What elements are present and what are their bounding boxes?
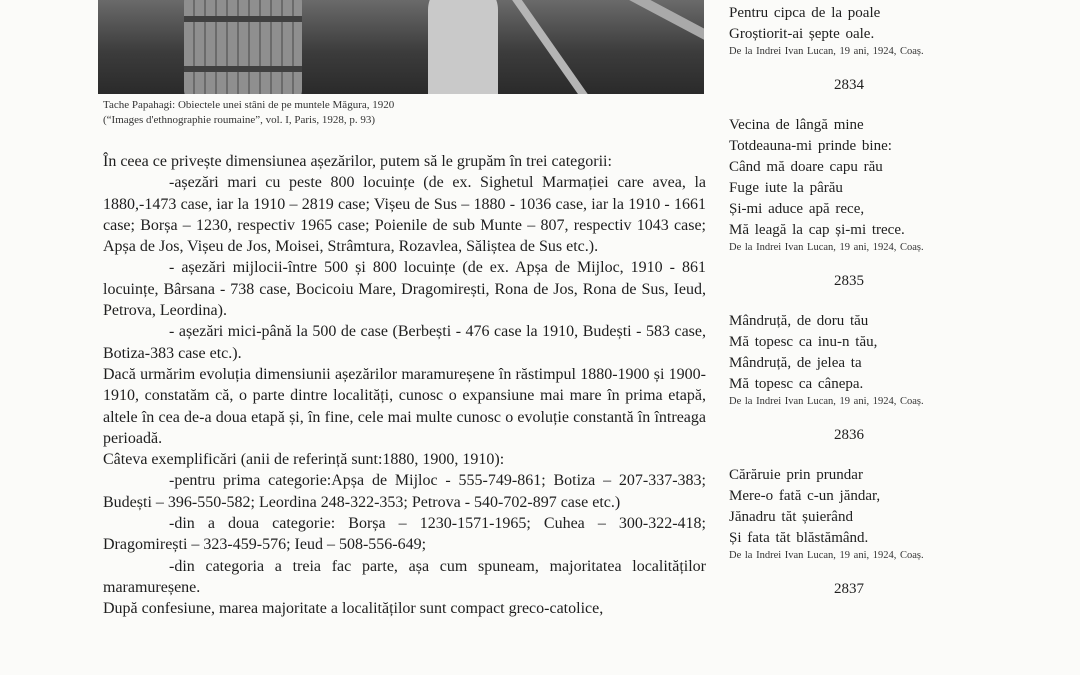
photo-beam — [604, 0, 704, 52]
paragraph: -din a doua categorie: Borșa – 1230-1571-1965; Cuhea – 300-322-418; Dragomirești – 323-459-576; Ieud – 508-556-649; — [103, 515, 706, 554]
paragraph: -așezări mari cu peste 800 locuințe (de ex. Sighetul Marmației care avea, la 1880,-1473 case, iar la 1910 – 2819 case; Vișeu de Sus – 1880 - 1036 case, iar la 1910 - 1661 case; Borșa – 1230, respectiv 1965 case; Poienile de sub Munte – 807, respectiv 1043 case; Apșa de Jos, Vișeu de Jos, Moisei, Strâmtura, Rozavlea, Săliștea de Sus etc.). — [103, 174, 706, 256]
photo-caption — [103, 98, 703, 128]
poem-source: De la Indrei Ivan Lucan, 19 ani, 1924, Coaș. — [729, 396, 924, 407]
poem — [729, 3, 989, 59]
paragraph: - așezări mijlocii-între 500 și 800 locuințe (de ex. Apșa de Mijloc, 1910 - 861 locuințe, Bârsana - 738 case, Bocicoiu Mare, Dragomirești, Rona de Jos, Rona de Sus, Ieud, Petrova, Leordina). — [103, 259, 706, 320]
poem-verse — [729, 3, 989, 45]
poem-number: 2835 — [834, 273, 864, 289]
paragraph: După confesiune, marea majoritate a localităților sunt compact greco-catolice, — [103, 600, 604, 618]
verse-line: Vecina de lângă mine — [729, 117, 864, 133]
verse-line: Și-mi aduce apă rece, — [729, 201, 865, 217]
paragraph: -pentru prima categorie:Apșa de Mijloc - 555-749-861; Botiza – 207-337-383; Budești – 396-550-582; Leordina 248-322-353; Petrova - 540-702-897 case etc.) — [103, 472, 706, 511]
poem-verse — [729, 465, 989, 549]
paragraph: - așezări mici-până la 500 de case (Berbești - 476 case la 1910, Budești - 583 case, Botiza-383 case etc.). — [103, 323, 706, 362]
verse-line: Mândruță, de jelea ta — [729, 355, 862, 371]
poem-number: 2834 — [834, 77, 864, 93]
verse-line: Fuge iute la pârău — [729, 180, 843, 196]
poem — [729, 425, 989, 563]
poem-number: 2836 — [834, 427, 864, 443]
poem — [729, 75, 989, 255]
verse-line: Jănadru tăt șuierând — [729, 509, 853, 525]
verse-line: Și fata tăt blăstămând. — [729, 530, 869, 546]
paragraph: Câteva exemplificări (anii de referință sunt:1880, 1900, 1910): — [103, 451, 505, 469]
poem-source: De la Indrei Ivan Lucan, 19 ani, 1924, Coaș. — [729, 46, 924, 57]
verse-line: Cărăruie prin prundar — [729, 467, 863, 483]
verse-line: Groștiorit-ai șepte oale. — [729, 26, 875, 42]
caption-line: (“Images d'ethnographie roumaine”, vol. I, Paris, 1928, p. 93) — [103, 114, 376, 126]
verse-line: Mă topesc ca inu-n tău, — [729, 334, 878, 350]
poem-source: De la Indrei Ivan Lucan, 19 ani, 1924, Coaș. — [729, 242, 924, 253]
verse-line: Mere-o fată c-un jăndar, — [729, 488, 881, 504]
photo-barrel — [184, 0, 302, 94]
poems-column — [729, 3, 989, 619]
paragraph: Dacă urmărim evoluția dimensiunii așezărilor maramureșene în răstimpul 1880-1900 și 1900-1910, constatăm că, o parte dintre localități, cunosc o expansiune mai mare în prima etapă, altele în cea de-a doua etapă și, în fine, cele mai multe cunosc o evoluție constantă în întreaga perioadă. — [103, 365, 706, 447]
poem-number: 2837 — [834, 581, 864, 597]
verse-line: Mă leagă la cap și-mi trece. — [729, 222, 905, 238]
caption-line: Tache Papahagi: Obiectele unei stâni de pe muntele Măgura, 1920 — [103, 99, 395, 111]
poem — [729, 579, 989, 599]
main-text-column — [103, 151, 706, 620]
poem-source: De la Indrei Ivan Lucan, 19 ani, 1924, Coaș. — [729, 550, 924, 561]
verse-line: Mândruță, de doru tău — [729, 313, 869, 329]
verse-line: Când mă doare capu rău — [729, 159, 883, 175]
photo-stick — [509, 0, 596, 94]
verse-line: Totdeauna-mi prinde bine: — [729, 138, 892, 154]
poem — [729, 271, 989, 409]
verse-line: Pentru cipca de la poale — [729, 5, 881, 21]
paragraph: În ceea ce privește dimensiunea așezărilor, putem să le grupăm în trei categorii: — [103, 153, 612, 170]
poem-verse — [729, 311, 989, 395]
photo-figure — [428, 0, 498, 94]
paragraph: -din categoria a treia fac parte, așa cum spuneam, majoritatea localităților maramureșene. — [103, 557, 706, 596]
poem-verse — [729, 115, 989, 241]
verse-line: Mă topesc ca cânepa. — [729, 376, 864, 392]
shepherd-hut-photo — [98, 0, 704, 94]
